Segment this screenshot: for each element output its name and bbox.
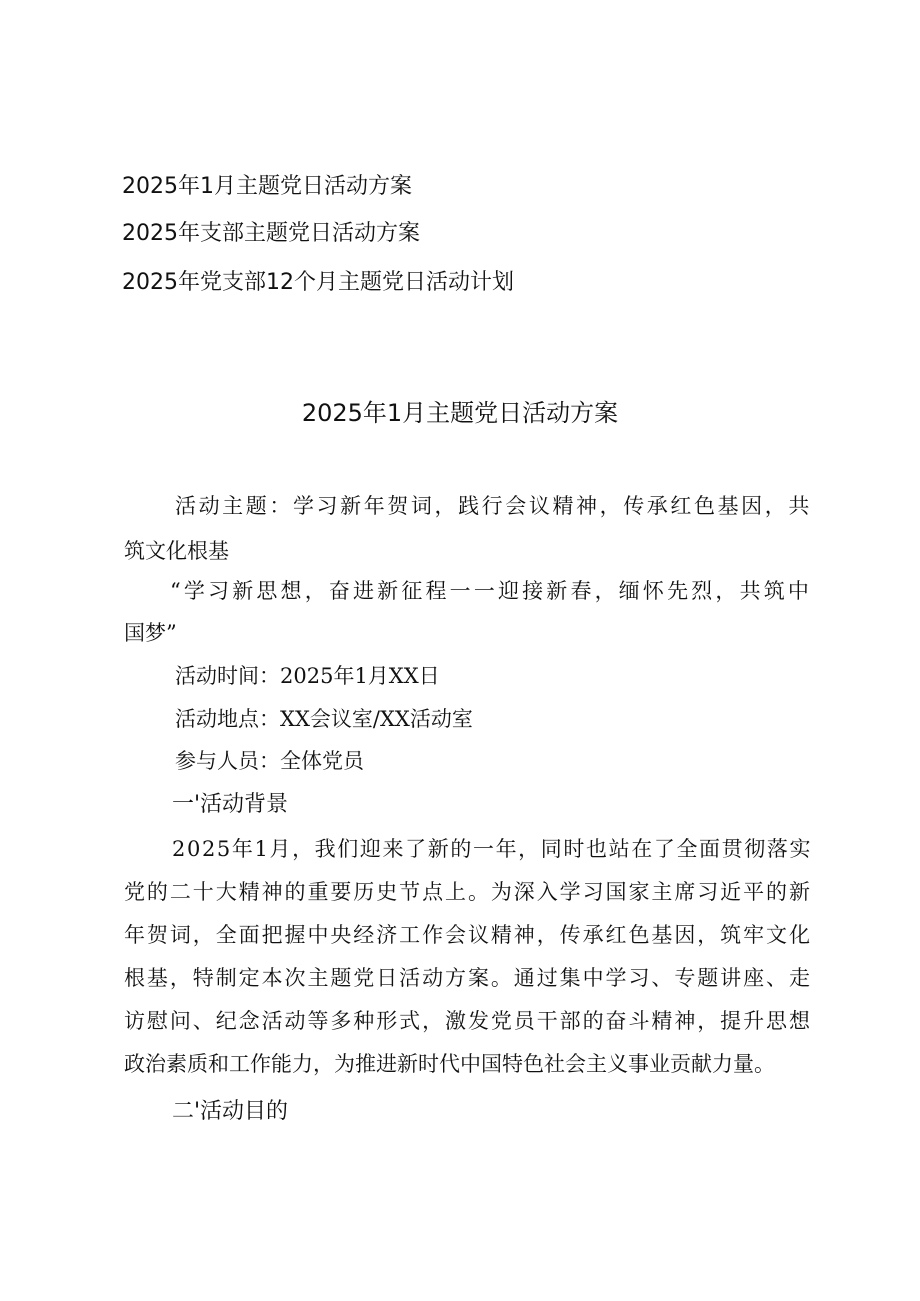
theme-line-2: 筑文化根基 bbox=[124, 539, 229, 563]
section-1-line-2: 党的二十大精神的重要历史节点上。为深入学习国家主席习近平的新 bbox=[124, 880, 812, 904]
section-1-line-5: 访慰问、纪念活动等多种形式，激发党员干部的奋斗精神，提升思想 bbox=[124, 1009, 812, 1033]
document-title: 2025年1月主题党日活动方案 bbox=[301, 399, 619, 427]
slogan-line-1: “学习新思想，奋进新征程一一迎接新春，缅怀先烈，共筑中 bbox=[170, 579, 813, 603]
slogan-line-2: 国梦” bbox=[124, 621, 177, 645]
activity-time: 活动时间：2025年1月XX日 bbox=[175, 664, 440, 688]
toc-item-3: 2025年党支部12个月主题党日活动计划 bbox=[122, 270, 514, 295]
theme-line-1: 活动主题：学习新年贺词，践行会议精神，传承红色基因，共 bbox=[175, 494, 812, 518]
section-1-heading: 一'活动背景 bbox=[172, 792, 289, 817]
activity-location: 活动地点：XX会议室/XX活动室 bbox=[175, 707, 473, 731]
section-1-line-6: 政治素质和工作能力，为推进新时代中国特色社会主义事业贡献力量。 bbox=[124, 1052, 775, 1076]
section-1-line-3: 年贺词，全面把握中央经济工作会议精神，传承红色基因，筑牢文化 bbox=[124, 923, 812, 947]
section-1-line-1: 2025年1月，我们迎来了新的一年，同时也站在了全面贯彻落实 bbox=[172, 837, 813, 861]
activity-participants: 参与人员：全体党员 bbox=[175, 749, 364, 773]
section-1-line-4: 根基，特制定本次主题党日活动方案。通过集中学习、专题讲座、走 bbox=[124, 966, 812, 990]
toc-item-2: 2025年支部主题党日活动方案 bbox=[122, 221, 420, 246]
section-2-heading: 二'活动目的 bbox=[172, 1099, 289, 1124]
toc-item-1: 2025年1月主题党日活动方案 bbox=[122, 174, 412, 199]
